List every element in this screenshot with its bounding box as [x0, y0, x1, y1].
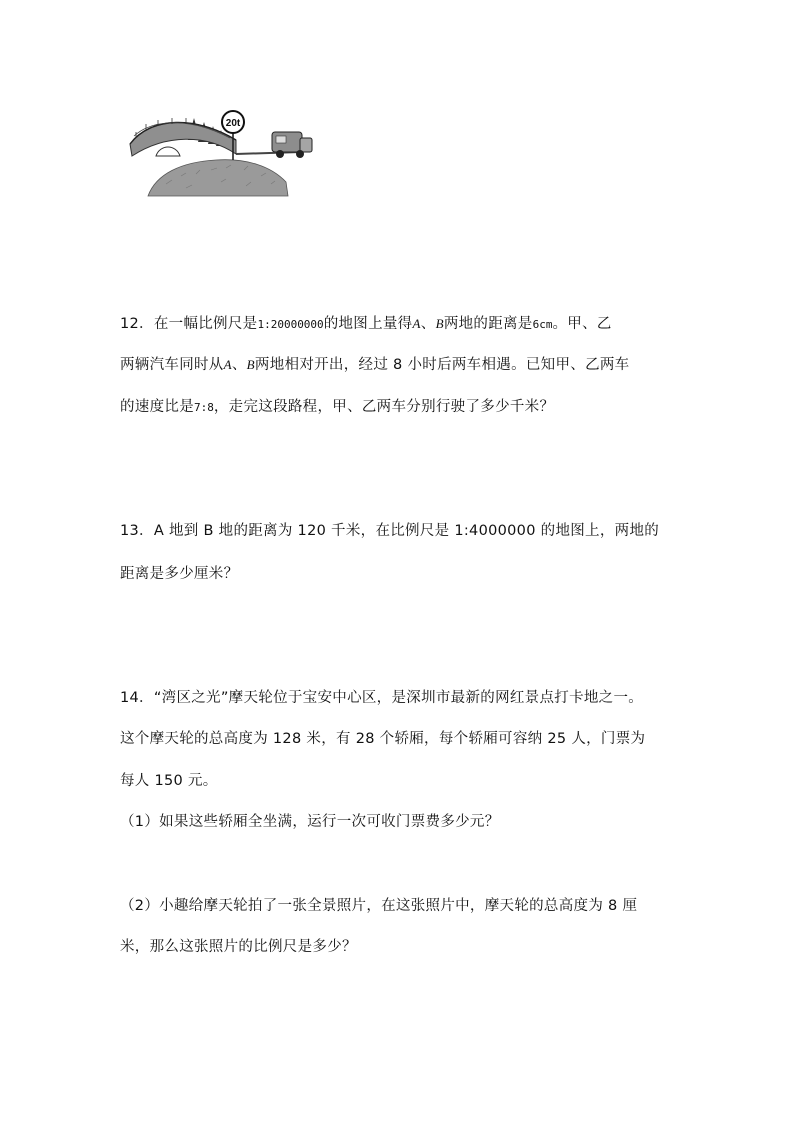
q14-sub-question-2-line-2: 米，那么这张照片的比例尺是多少？ [120, 939, 357, 955]
q13-line-2: 距离是多少厘米？ [120, 566, 239, 582]
q12-line-2: 两辆汽车同时从A、B两地相对开出，经过 8 小时后两车相遇。已知甲、乙两车 [120, 357, 630, 373]
q13-line-1: 13．A 地到 B 地的距离为 120 千米，在比例尺是 1:4000000 的地图上，两地的 [120, 523, 660, 539]
q14-line-1: 14．“湾区之光”摩天轮位于宝安中心区，是深圳市最新的网红景点打卡地之一。 [120, 690, 644, 706]
hill-icon [148, 160, 288, 196]
q14-line-3: 每人 150 元。 [120, 773, 218, 789]
weight-limit-sign-text: 20t [225, 118, 241, 129]
q14-line-2: 这个摩天轮的总高度为 128 米，有 28 个轿厢，每个轿厢可容纳 25 人，门票为 [120, 731, 646, 747]
truck-icon [272, 132, 312, 158]
q12-line-3: 的速度比是7:8，走完这段路程，甲、乙两车分别行驶了多少千米？ [120, 399, 555, 415]
q14-sub-question-2-line-1: （2）小趣给摩天轮拍了一张全景照片，在这张照片中，摩天轮的总高度为 8 厘 [120, 898, 638, 914]
bridge-truck-illustration [126, 104, 316, 198]
q14-sub-question-1: （1）如果这些轿厢全坐满，运行一次可收门票费多少元？ [120, 814, 500, 830]
q12-line-1: 12．在一幅比例尺是1:20000000的地图上量得A、B两地的距离是6cm。甲、乙 [120, 316, 612, 332]
